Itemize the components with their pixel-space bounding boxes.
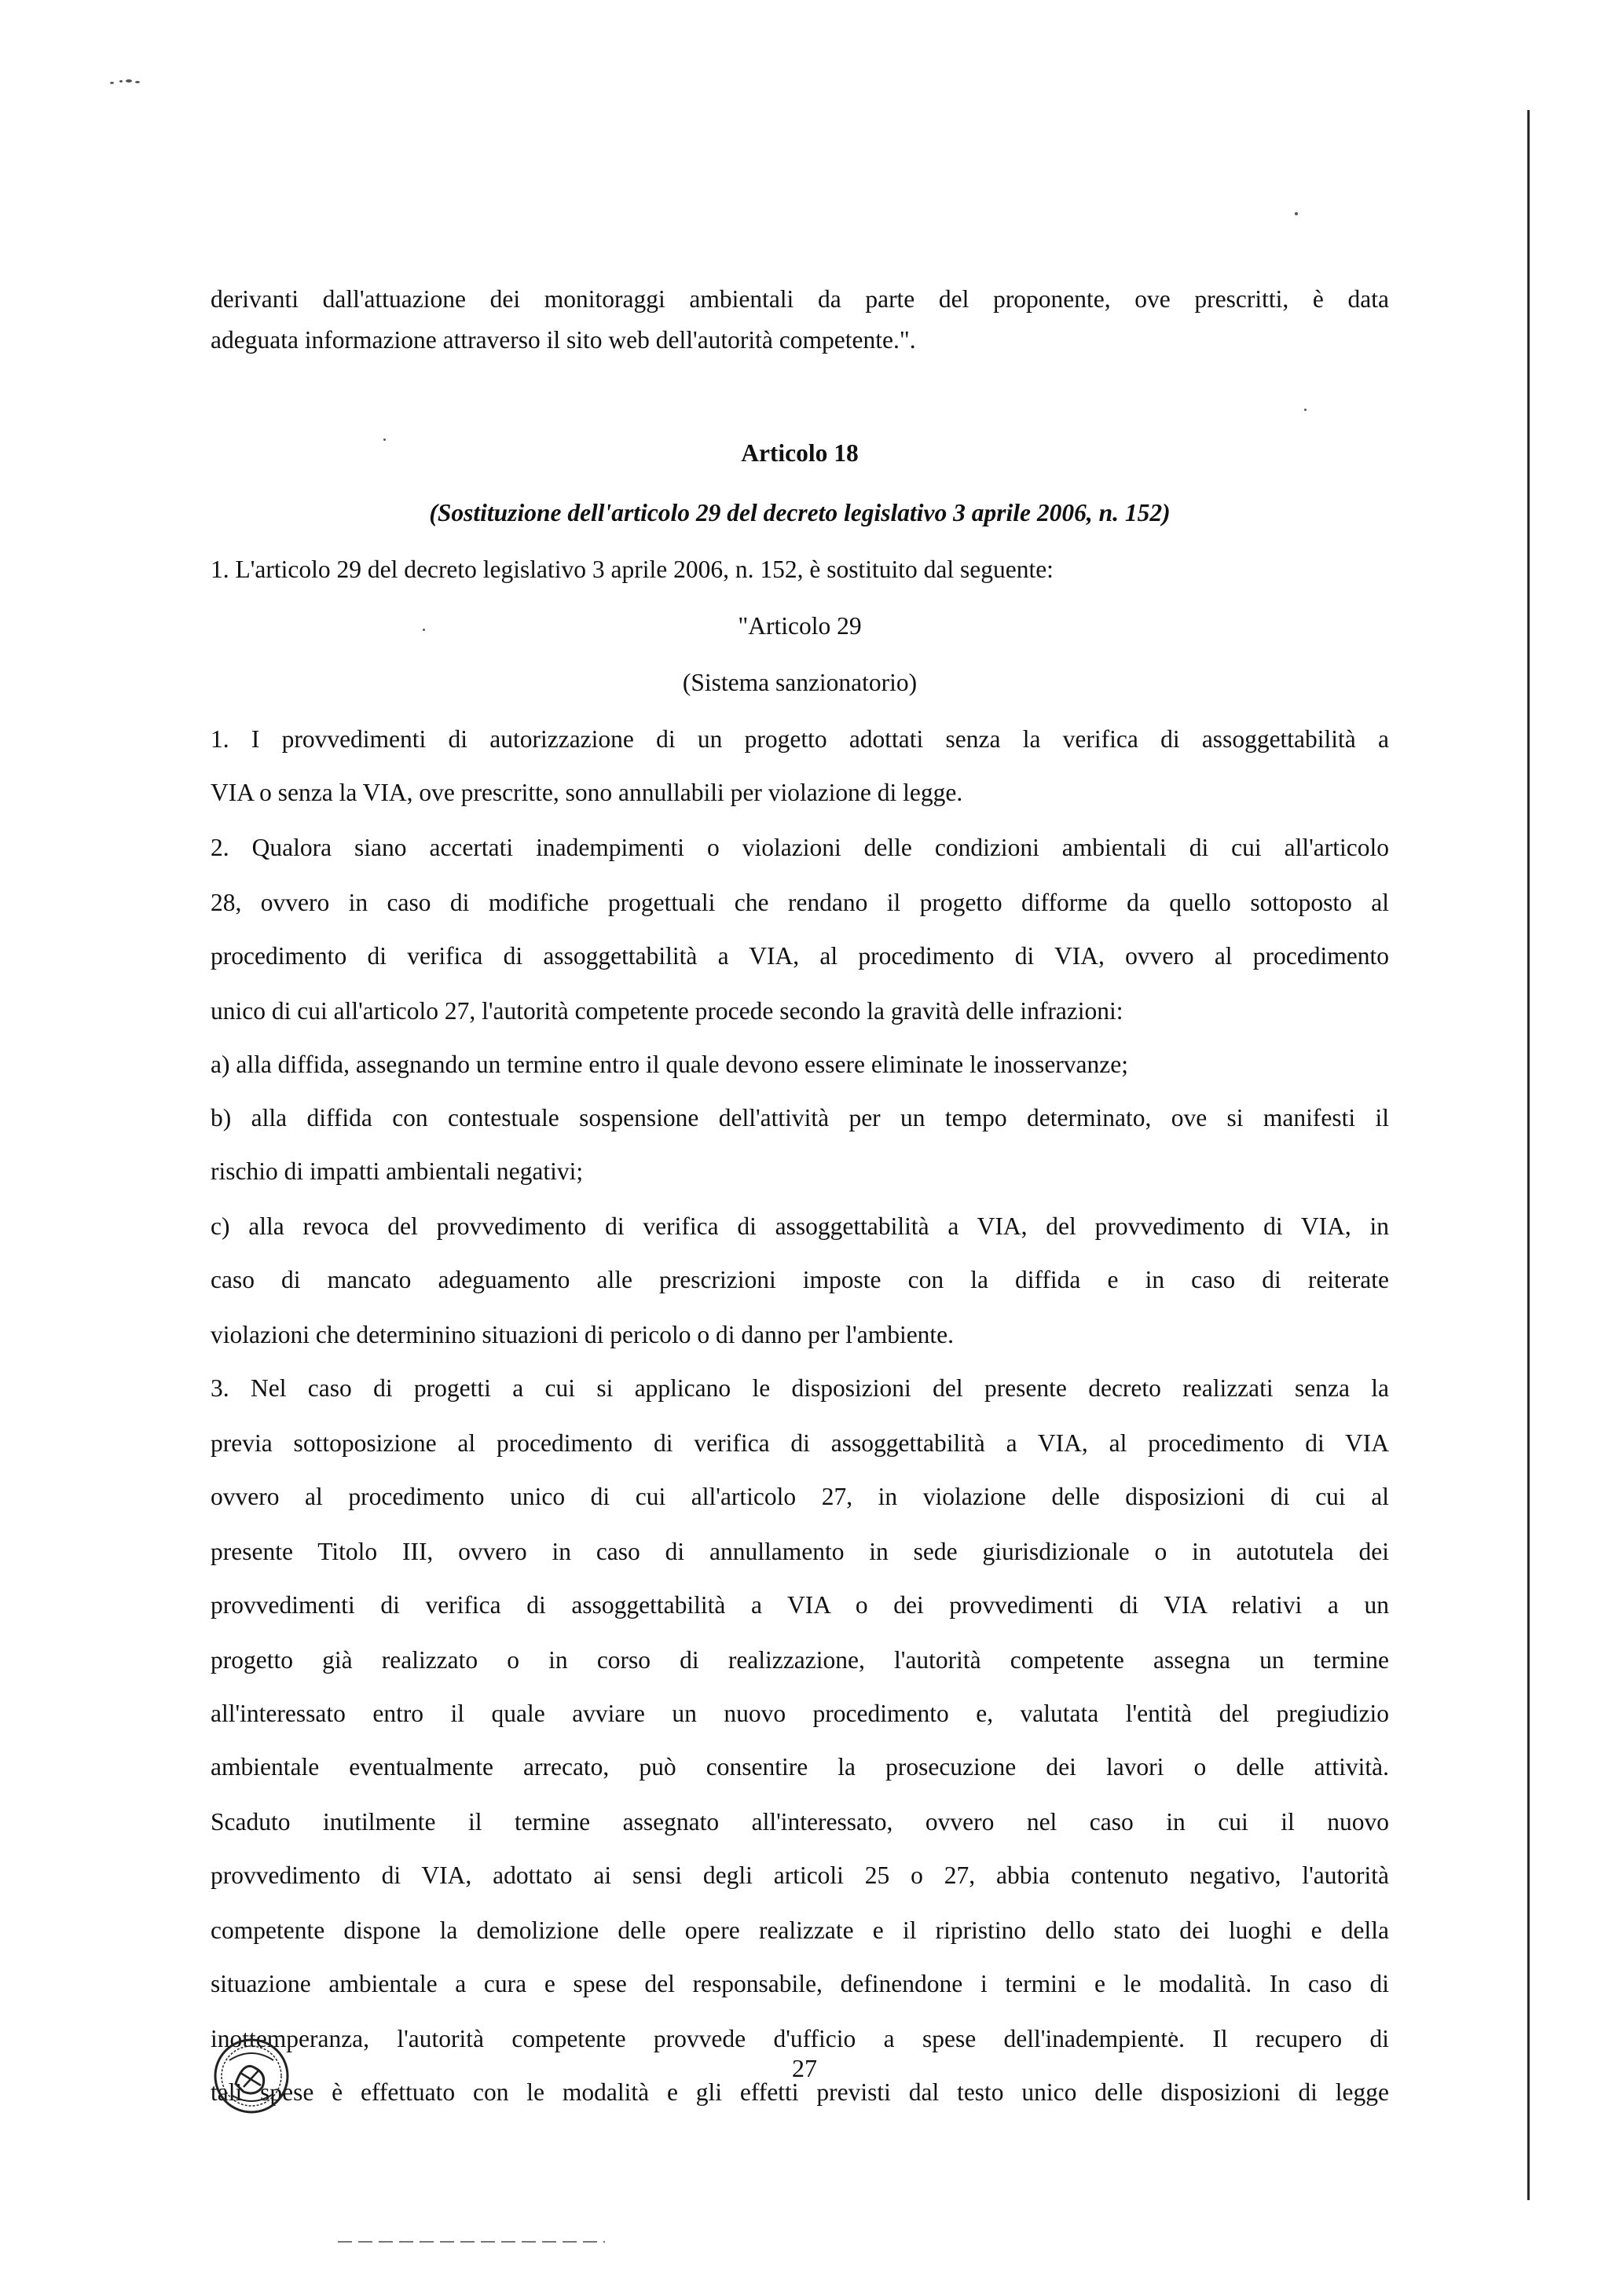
list-item-a: a) alla diffida, assegnando un termine entro il quale devono essere eliminate le inosservanze; <box>211 1051 1128 1078</box>
body-line: tali spese è effettuato con le modalità e gli effetti previsti dal testo unico delle disposizioni di legge <box>211 2078 1389 2106</box>
article-heading: Articolo 18 <box>741 439 859 467</box>
page-number: 27 <box>792 2054 817 2082</box>
body-line: provvedimento di VIA, adottato ai sensi degli articoli 25 o 27, abbia contenuto negativo, l'autorità <box>211 1861 1389 1889</box>
body-line: progetto già realizzato o in corso di realizzazione, l'autorità competente assegna un termine <box>211 1646 1389 1674</box>
body-line: caso di mancato adeguamento alle prescrizioni imposte con la diffida e in caso di reiterate <box>211 1266 1389 1293</box>
body-line: derivanti dall'attuazione dei monitoraggi ambientali da parte del proponente, ove prescritti, è data <box>211 285 1389 313</box>
article-subheading: (Sostituzione dell'articolo 29 del decreto legislativo 3 aprile 2006, n. 152) <box>429 499 1171 526</box>
body-line: all'interessato entro il quale avviare un nuovo procedimento e, valutata l'entità del pregiudizio <box>211 1700 1389 1727</box>
scan-speck <box>135 81 140 83</box>
body-line: 28, ovvero in caso di modifiche progettuali che rendano il progetto difforme da quello sottoposto al <box>211 889 1389 916</box>
body-line: presente Titolo III, ovvero in caso di annullamento in sede giurisdizionale o in autotutela dei <box>211 1538 1389 1565</box>
list-item-b: b) alla diffida con contestuale sospensione dell'attività per un tempo determinato, ove si manifesti il <box>211 1104 1389 1131</box>
body-line: provvedimenti di verifica di assoggettabilità a VIA o dei provvedimenti di VIA relativi a un <box>211 1591 1389 1619</box>
body-line: unico di cui all'articolo 27, l'autorità competente procede secondo la gravità delle infrazioni: <box>211 997 1123 1025</box>
body-line: Scaduto inutilmente il termine assegnato all'interessato, ovvero nel caso in cui il nuovo <box>211 1808 1389 1836</box>
body-line: rischio di impatti ambientali negativi; <box>211 1157 584 1185</box>
body-line: 1. L'articolo 29 del decreto legislativo 3 aprile 2006, n. 152, è sostituito dal seguente: <box>211 556 1054 583</box>
inner-article-heading: "Articolo 29 <box>738 612 862 640</box>
scan-speck <box>110 82 114 84</box>
body-line: VIA o senza la VIA, ove prescritte, sono annullabili per violazione di legge. <box>211 779 963 806</box>
body-line: previa sottoposizione al procedimento di verifica di assoggettabilità a VIA, al procedimento di VIA <box>211 1429 1389 1457</box>
page-edge-rule <box>1527 110 1530 2200</box>
body-line: situazione ambientale a cura e spese del responsabile, definendone i termini e le modalità. In caso di <box>211 1970 1389 1997</box>
body-line: ambientale eventualmente arrecato, può consentire la prosecuzione dei lavori o delle attività. <box>211 1753 1389 1781</box>
scan-artifact-line <box>338 2241 605 2243</box>
scan-speck <box>1295 212 1298 215</box>
body-line: 1. I provvedimenti di autorizzazione di un progetto adottati senza la verifica di assoggettabilità a <box>211 725 1389 753</box>
inner-article-subheading: (Sistema sanzionatorio) <box>682 669 918 696</box>
scan-speck <box>1304 409 1307 411</box>
scan-speck <box>119 80 123 83</box>
body-line: inottemperanza, l'autorità competente provvede d'ufficio a spese dell'inadempiente. Il recupero di <box>211 2025 1389 2052</box>
list-item-c: c) alla revoca del provvedimento di verifica di assoggettabilità a VIA, del provvedimento di VIA, in <box>211 1212 1389 1240</box>
scan-speck <box>126 79 132 83</box>
body-line: 3. Nel caso di progetti a cui si applicano le disposizioni del presente decreto realizzati senza la <box>211 1374 1389 1402</box>
body-line: procedimento di verifica di assoggettabilità a VIA, al procedimento di VIA, ovvero al procedimento <box>211 942 1389 970</box>
body-line: violazioni che determinino situazioni di pericolo o di danno per l'ambiente. <box>211 1321 955 1348</box>
body-line: adeguata informazione attraverso il sito web dell'autorità competente.". <box>211 326 916 354</box>
body-line: competente dispone la demolizione delle opere realizzate e il ripristino dello stato dei luoghi e della <box>211 1916 1389 1944</box>
body-line: 2. Qualora siano accertati inadempimenti o violazioni delle condizioni ambientali di cui all'articolo <box>211 834 1389 861</box>
body-line: ovvero al procedimento unico di cui all'articolo 27, in violazione delle disposizioni di cui al <box>211 1483 1389 1510</box>
